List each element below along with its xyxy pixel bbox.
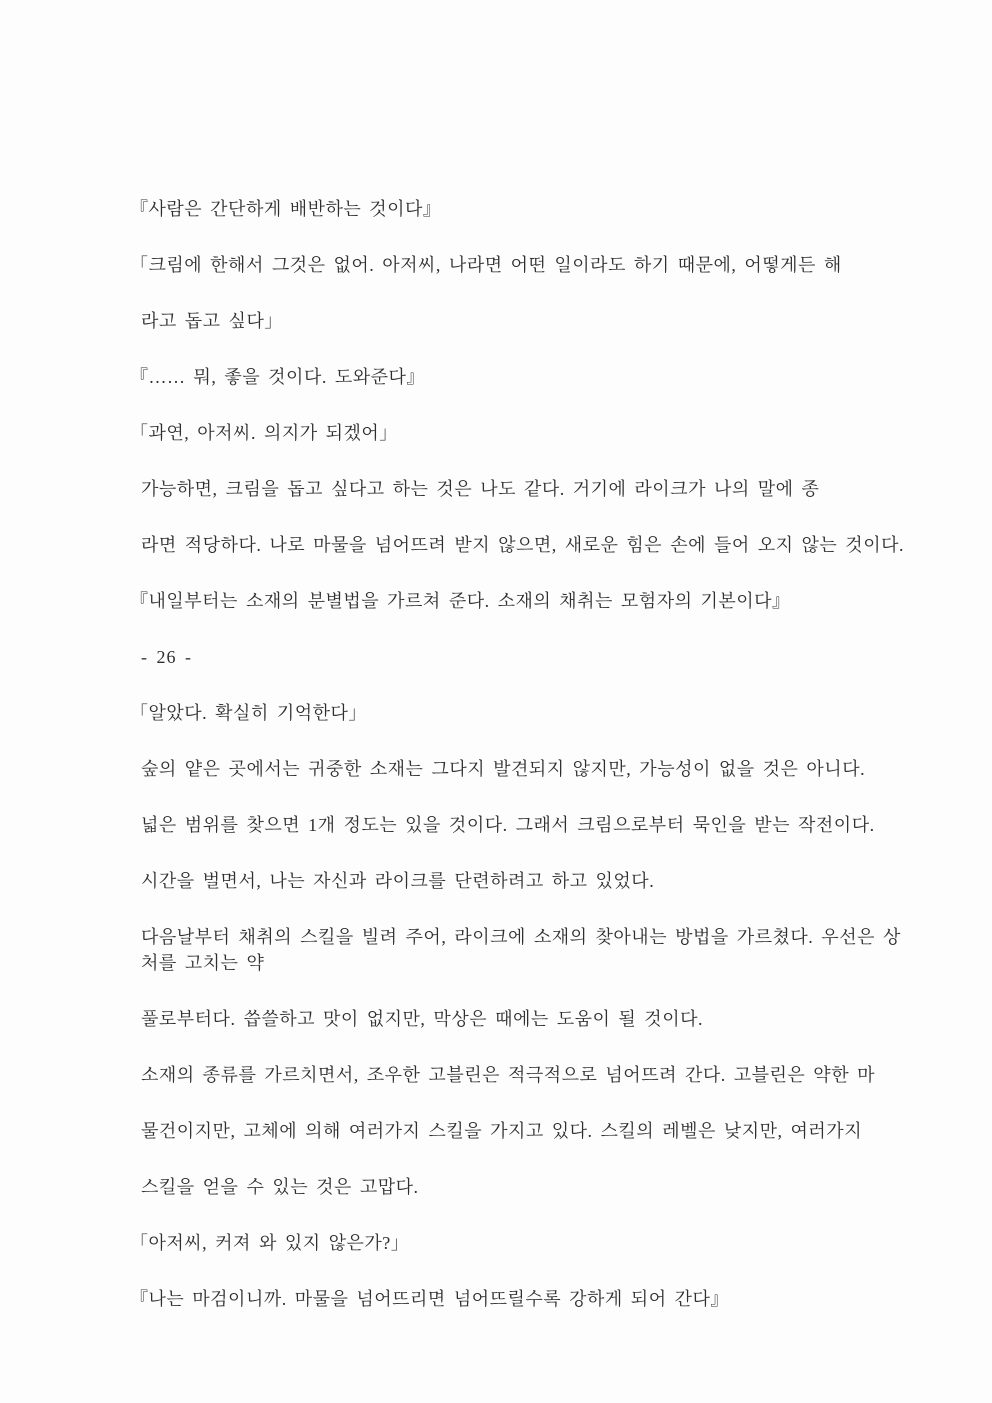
narration-line: 가능하면, 크림을 돕고 싶다고 하는 것은 나도 같다. 거기에 라이크가 나의 말에 종 [141, 479, 820, 499]
dialogue-line: 『내일부터는 소재의 분별법을 가르쳐 준다. 소재의 채취는 모험자의 기본이다』 [130, 591, 791, 611]
narration-line: 넓은 범위를 찾으면 1개 정도는 있을 것이다. 그래서 크림으로부터 묵인을 받는 작전이다. [141, 815, 875, 835]
dialogue-line: 「알았다. 확실히 기억한다」 [130, 703, 367, 723]
dialogue-line: 「아저씨, 커져 와 있지 않은가?」 [130, 1233, 410, 1253]
narration-line: 물건이지만, 고체에 의해 여러가지 스킬을 가지고 있다. 스킬의 레벨은 낮지만, 여러가지 [141, 1121, 863, 1141]
dialogue-line: 「과연, 아저씨. 의지가 되겠어」 [130, 423, 398, 443]
narration-line: 처를 고치는 약 [141, 953, 265, 973]
dialogue-line: 『사람은 간단하게 배반하는 것이다』 [130, 199, 442, 219]
narration-line: 다음날부터 채취의 스킬을 빌려 주어, 라이크에 소재의 찾아내는 방법을 가르쳤다. 우선은 상 [141, 927, 901, 947]
narration-line: 풀로부터다. 씁쓸하고 맛이 없지만, 막상은 때에는 도움이 될 것이다. [141, 1009, 703, 1029]
dialogue-line: 라고 돕고 싶다」 [141, 311, 283, 331]
page-number: - 26 - [141, 647, 192, 667]
document-page [130, 196, 904, 1342]
narration-line: 소재의 종류를 가르치면서, 조우한 고블린은 적극적으로 넘어뜨려 간다. 고블린은 약한 마 [141, 1065, 875, 1085]
dialogue-line: 『나는 마검이니까. 마물을 넘어뜨리면 넘어뜨릴수록 강하게 되어 간다』 [130, 1289, 729, 1309]
dialogue-line: 「크림에 한해서 그것은 없어. 아저씨, 나라면 어떤 일이라도 하기 때문에, 어떻게든 해 [130, 255, 842, 275]
narration-line: 시간을 벌면서, 나는 자신과 라이크를 단련하려고 하고 있었다. [141, 871, 655, 891]
narration-line: 스킬을 얻을 수 있는 것은 고맙다. [141, 1177, 419, 1197]
narration-line: 라면 적당하다. 나로 마물을 넘어뜨려 받지 않으면, 새로운 힘은 손에 들어 오지 않는 것이다. [141, 535, 904, 555]
narration-line: 숲의 얕은 곳에서는 귀중한 소재는 그다지 발견되지 않지만, 가능성이 없을 것은 아니다. [141, 759, 866, 779]
dialogue-line: 『…… 뭐, 좋을 것이다. 도와준다』 [130, 367, 425, 387]
